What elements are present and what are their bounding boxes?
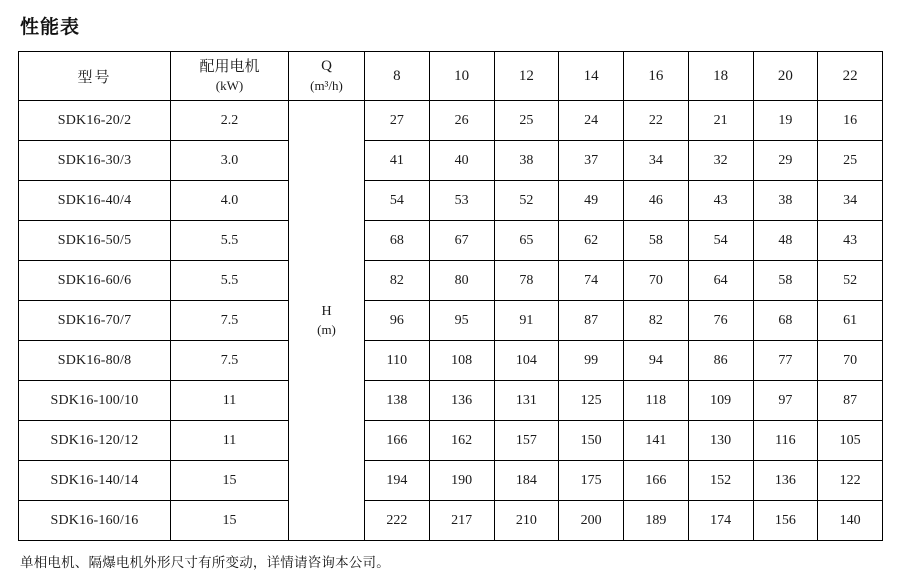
cell-value: 94 xyxy=(624,341,689,381)
cell-value: 210 xyxy=(494,501,559,541)
table-row xyxy=(19,501,883,541)
cell-value: 54 xyxy=(365,181,430,221)
cell-model: SDK16-120/12 xyxy=(19,421,171,461)
cell-value: 157 xyxy=(494,421,559,461)
cell-value: 70 xyxy=(624,261,689,301)
table-row xyxy=(19,181,883,221)
cell-value: 87 xyxy=(559,301,624,341)
cell-value: 62 xyxy=(559,221,624,261)
cell-value: 68 xyxy=(753,301,818,341)
cell-model: SDK16-50/5 xyxy=(19,221,171,261)
cell-value: 130 xyxy=(688,421,753,461)
cell-head-unit xyxy=(289,101,365,541)
table-row xyxy=(19,301,883,341)
cell-value: 131 xyxy=(494,381,559,421)
cell-value: 86 xyxy=(688,341,753,381)
cell-model: SDK16-140/14 xyxy=(19,461,171,501)
cell-value: 53 xyxy=(429,181,494,221)
cell-value: 24 xyxy=(559,101,624,141)
cell-model: SDK16-70/7 xyxy=(19,301,171,341)
cell-power: 11 xyxy=(171,381,289,421)
cell-value: 22 xyxy=(624,101,689,141)
header-flow-8: 8 xyxy=(365,52,430,101)
header-power-line2: (kW) xyxy=(215,78,244,94)
table-row xyxy=(19,461,883,501)
cell-value: 65 xyxy=(494,221,559,261)
cell-value: 58 xyxy=(624,221,689,261)
cell-value: 27 xyxy=(365,101,430,141)
cell-value: 82 xyxy=(624,301,689,341)
cell-value: 78 xyxy=(494,261,559,301)
cell-power: 15 xyxy=(171,461,289,501)
cell-value: 87 xyxy=(818,381,883,421)
cell-value: 49 xyxy=(559,181,624,221)
cell-value: 64 xyxy=(688,261,753,301)
cell-value: 67 xyxy=(429,221,494,261)
cell-value: 109 xyxy=(688,381,753,421)
cell-value: 52 xyxy=(494,181,559,221)
cell-value: 138 xyxy=(365,381,430,421)
cell-value: 200 xyxy=(559,501,624,541)
header-flow-12: 12 xyxy=(494,52,559,101)
performance-table xyxy=(18,51,883,541)
header-flow-14: 14 xyxy=(559,52,624,101)
cell-value: 21 xyxy=(688,101,753,141)
cell-value: 77 xyxy=(753,341,818,381)
cell-value: 150 xyxy=(559,421,624,461)
cell-model: SDK16-60/6 xyxy=(19,261,171,301)
cell-value: 25 xyxy=(818,141,883,181)
cell-model: SDK16-30/3 xyxy=(19,141,171,181)
table-header-row xyxy=(19,52,883,101)
cell-value: 76 xyxy=(688,301,753,341)
cell-model: SDK16-40/4 xyxy=(19,181,171,221)
table-body xyxy=(19,101,883,541)
cell-value: 25 xyxy=(494,101,559,141)
cell-value: 108 xyxy=(429,341,494,381)
cell-value: 37 xyxy=(559,141,624,181)
cell-value: 58 xyxy=(753,261,818,301)
cell-value: 34 xyxy=(818,181,883,221)
cell-model: SDK16-100/10 xyxy=(19,381,171,421)
head-unit-label: (m) xyxy=(317,322,336,338)
table-row xyxy=(19,421,883,461)
cell-value: 189 xyxy=(624,501,689,541)
cell-value: 38 xyxy=(753,181,818,221)
cell-power: 5.5 xyxy=(171,261,289,301)
header-flow-symbol: Q xyxy=(321,58,332,75)
cell-value: 194 xyxy=(365,461,430,501)
cell-value: 136 xyxy=(753,461,818,501)
cell-value: 104 xyxy=(494,341,559,381)
cell-value: 99 xyxy=(559,341,624,381)
cell-value: 74 xyxy=(559,261,624,301)
header-flow-unit xyxy=(289,52,365,101)
cell-value: 141 xyxy=(624,421,689,461)
cell-value: 166 xyxy=(365,421,430,461)
header-flow-20: 20 xyxy=(753,52,818,101)
header-flow-18: 18 xyxy=(688,52,753,101)
cell-power: 15 xyxy=(171,501,289,541)
cell-value: 26 xyxy=(429,101,494,141)
cell-value: 136 xyxy=(429,381,494,421)
header-power-line1: 配用电机 xyxy=(199,58,260,76)
head-symbol: H xyxy=(321,303,332,319)
cell-value: 118 xyxy=(624,381,689,421)
cell-model: SDK16-80/8 xyxy=(19,341,171,381)
header-power xyxy=(171,52,289,101)
cell-value: 70 xyxy=(818,341,883,381)
cell-value: 190 xyxy=(429,461,494,501)
cell-value: 61 xyxy=(818,301,883,341)
cell-value: 105 xyxy=(818,421,883,461)
cell-value: 140 xyxy=(818,501,883,541)
cell-value: 82 xyxy=(365,261,430,301)
cell-value: 16 xyxy=(818,101,883,141)
header-flow-unit-label: (m³/h) xyxy=(310,78,343,94)
cell-value: 116 xyxy=(753,421,818,461)
cell-value: 217 xyxy=(429,501,494,541)
cell-value: 38 xyxy=(494,141,559,181)
cell-value: 95 xyxy=(429,301,494,341)
cell-value: 48 xyxy=(753,221,818,261)
cell-value: 122 xyxy=(818,461,883,501)
cell-value: 184 xyxy=(494,461,559,501)
cell-power: 2.2 xyxy=(171,101,289,141)
cell-value: 34 xyxy=(624,141,689,181)
header-flow-16: 16 xyxy=(624,52,689,101)
cell-value: 54 xyxy=(688,221,753,261)
cell-value: 46 xyxy=(624,181,689,221)
cell-value: 97 xyxy=(753,381,818,421)
page-title: 性能表 xyxy=(20,17,81,38)
table-row xyxy=(19,341,883,381)
table-row xyxy=(19,221,883,261)
cell-power: 7.5 xyxy=(171,301,289,341)
cell-value: 174 xyxy=(688,501,753,541)
cell-value: 43 xyxy=(818,221,883,261)
cell-model: SDK16-160/16 xyxy=(19,501,171,541)
table-row xyxy=(19,101,883,141)
cell-value: 175 xyxy=(559,461,624,501)
cell-value: 52 xyxy=(818,261,883,301)
header-flow-22: 22 xyxy=(818,52,883,101)
cell-value: 32 xyxy=(688,141,753,181)
footnote: 单相电机、隔爆电机外形尺寸有所变动，详情请咨询本公司。 xyxy=(20,555,390,570)
table-row xyxy=(19,141,883,181)
cell-model: SDK16-20/2 xyxy=(19,101,171,141)
header-flow-10: 10 xyxy=(429,52,494,101)
table-row xyxy=(19,381,883,421)
cell-value: 68 xyxy=(365,221,430,261)
cell-power: 4.0 xyxy=(171,181,289,221)
cell-value: 29 xyxy=(753,141,818,181)
cell-value: 19 xyxy=(753,101,818,141)
header-model: 型号 xyxy=(19,52,171,101)
cell-value: 166 xyxy=(624,461,689,501)
cell-value: 40 xyxy=(429,141,494,181)
table-header xyxy=(19,52,883,101)
cell-value: 222 xyxy=(365,501,430,541)
cell-value: 91 xyxy=(494,301,559,341)
cell-value: 43 xyxy=(688,181,753,221)
cell-value: 125 xyxy=(559,381,624,421)
cell-value: 156 xyxy=(753,501,818,541)
cell-value: 80 xyxy=(429,261,494,301)
cell-value: 162 xyxy=(429,421,494,461)
table-row xyxy=(19,261,883,301)
cell-power: 3.0 xyxy=(171,141,289,181)
cell-power: 5.5 xyxy=(171,221,289,261)
cell-value: 110 xyxy=(365,341,430,381)
cell-value: 41 xyxy=(365,141,430,181)
cell-power: 7.5 xyxy=(171,341,289,381)
cell-value: 152 xyxy=(688,461,753,501)
cell-value: 96 xyxy=(365,301,430,341)
cell-power: 11 xyxy=(171,421,289,461)
